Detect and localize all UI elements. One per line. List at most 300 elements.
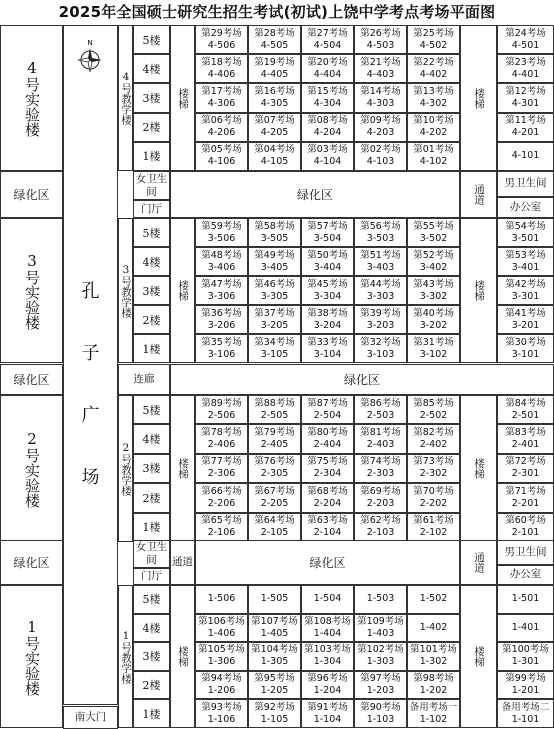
exam-room-name: 第69考场: [360, 485, 401, 497]
exam-room: [354, 247, 407, 276]
exam-room: [354, 218, 407, 247]
exam-room-code: 1-104: [313, 713, 342, 725]
exam-room-code: 2-205: [260, 497, 289, 509]
exam-room: [407, 305, 460, 334]
exam-room-code: 2-201: [511, 497, 540, 509]
exam-room-code: 2-506: [207, 409, 236, 421]
exam-room-code: 3-306: [207, 290, 236, 302]
floor-label-text: 3楼: [142, 650, 161, 664]
exam-room-name: 第104考场: [251, 644, 298, 656]
exam-room-code: 1-105: [260, 713, 289, 725]
exam-room: [248, 83, 301, 112]
exam-room: [354, 642, 407, 671]
office-label: 办公室: [509, 568, 542, 581]
exam-room-name: 第50考场: [307, 249, 348, 261]
compass-rose-icon: [76, 38, 104, 74]
exam-room-east: [497, 454, 554, 483]
floor-label: [133, 142, 170, 171]
exam-room-name: 第12考场: [505, 85, 546, 97]
exam-room: [301, 614, 354, 643]
exam-room: [301, 142, 354, 171]
exam-room-code: 1-302: [419, 656, 448, 668]
exam-room: [195, 395, 248, 424]
exam-room: [407, 218, 460, 247]
exam-room-code: 1-303: [366, 656, 395, 668]
exam-room-name: 第106考场: [198, 615, 245, 627]
teaching-building-name: 1号教学楼: [120, 629, 132, 684]
building-label-4: [0, 25, 63, 171]
exam-room-code: 2-401: [511, 439, 540, 451]
exam-room: [248, 585, 301, 614]
stairs-label: 楼梯: [177, 646, 189, 667]
exam-room: [354, 305, 407, 334]
stairs-left: [170, 25, 195, 171]
exam-room-code: 3-104: [313, 348, 342, 360]
stairs-label: 楼梯: [177, 87, 189, 109]
stairs-label: 楼梯: [473, 458, 485, 479]
exam-room-name: 第94考场: [201, 673, 242, 685]
exam-room: [248, 142, 301, 171]
exam-room: [248, 642, 301, 671]
exam-room-name: 第108考场: [304, 615, 351, 627]
exam-room-name: 第16考场: [254, 85, 295, 97]
floor-label: [133, 454, 170, 483]
exam-room: [195, 483, 248, 512]
exam-room-code: 3-103: [366, 348, 395, 360]
exam-room: [248, 483, 301, 512]
exam-room-code: 2-303: [366, 468, 395, 480]
exam-room-name: 备用考场二: [501, 701, 550, 713]
building-name: 2号实验楼: [23, 429, 41, 508]
exam-room: [354, 483, 407, 512]
exam-room-name: 第52考场: [413, 249, 454, 261]
exam-room: [301, 513, 354, 542]
exam-room-name: 第04考场: [254, 144, 295, 156]
exam-room-code: 2-204: [313, 497, 342, 509]
floor-label-text: 4楼: [142, 621, 161, 635]
exam-room-name: 第65考场: [201, 515, 242, 527]
exam-room-east: [497, 585, 554, 614]
exam-room-east: [497, 218, 554, 247]
exam-room: [407, 113, 460, 142]
exam-room-code: 3-506: [207, 232, 236, 244]
exam-room-code: 4-301: [511, 97, 540, 109]
exam-room-name: 第99考场: [505, 673, 546, 685]
green-area-label: 绿化区: [13, 373, 50, 387]
exam-room: [195, 25, 248, 54]
floor-label: [133, 585, 170, 614]
exam-room-name: 第79考场: [254, 427, 295, 439]
exam-room-code: 2-106: [207, 527, 236, 539]
exam-room-code: 2-202: [419, 497, 448, 509]
building-label-2: [0, 395, 63, 542]
exam-room-code: 4-403: [366, 68, 395, 80]
exam-room-east: [497, 83, 554, 112]
exam-room-code: 4-103: [366, 156, 395, 168]
exam-room: [195, 424, 248, 453]
exam-room-code: 4-502: [419, 39, 448, 51]
floor-label-text: 5楼: [142, 33, 161, 47]
exam-room-name: 第85考场: [413, 397, 454, 409]
exam-room-code: 4-304: [313, 97, 342, 109]
teaching-building-name: 4号教学楼: [120, 71, 132, 125]
building-name: 1号实验楼: [23, 617, 41, 696]
exam-room-name: 第39考场: [360, 307, 401, 319]
exam-room-code: 4-504: [313, 39, 342, 51]
exam-room: [354, 25, 407, 54]
floor-label: [133, 424, 170, 453]
exam-room-name: 第78考场: [201, 427, 242, 439]
exam-room-east: [497, 483, 554, 512]
exam-room: [354, 699, 407, 728]
floor-label-text: 3楼: [142, 462, 161, 476]
plaza-char: 孔: [81, 281, 100, 302]
exam-room-code: 4-101: [511, 150, 540, 162]
exam-room: [407, 25, 460, 54]
floor-label: [133, 25, 170, 54]
exam-room-code: 4-501: [511, 39, 540, 51]
exam-room-code: 1-102: [419, 713, 448, 725]
womens-toilet: [133, 171, 170, 200]
mens-toilet: [497, 540, 554, 565]
exam-room-name: 第74考场: [360, 456, 401, 468]
exam-room-code: 1-501: [511, 593, 540, 605]
exam-room-code: 4-202: [419, 127, 448, 139]
exam-room-name: 第93考场: [201, 701, 242, 713]
exam-room: [354, 614, 407, 643]
green-area-center: [195, 540, 460, 585]
exam-room: [301, 334, 354, 363]
gate-room: [133, 200, 170, 218]
exam-room-name: 第92考场: [254, 701, 295, 713]
teaching-building-label: [118, 585, 133, 728]
exam-room-code: 2-304: [313, 468, 342, 480]
exam-room: [248, 513, 301, 542]
exam-room: [354, 83, 407, 112]
exam-room-name: 备用考场一: [409, 701, 458, 713]
exam-room-code: 1-304: [313, 656, 342, 668]
exam-room-code: 3-505: [260, 232, 289, 244]
exam-room: [248, 699, 301, 728]
exam-room: [248, 614, 301, 643]
exam-room-code: 1-503: [366, 593, 395, 605]
exam-room: [195, 585, 248, 614]
exam-room-code: 1-201: [511, 685, 540, 697]
exam-room-code: 1-406: [207, 627, 236, 639]
exam-room: [301, 699, 354, 728]
building-label-1: [0, 585, 63, 728]
exam-room: [407, 614, 460, 643]
plaza-char: 广: [81, 405, 100, 426]
green-area-left: [0, 171, 63, 218]
exam-room: [407, 513, 460, 542]
exam-room: [407, 142, 460, 171]
exam-room-code: 1-106: [207, 713, 236, 725]
exam-room-name: 第42考场: [505, 278, 546, 290]
exam-room-code: 1-405: [260, 627, 289, 639]
exam-room: [248, 25, 301, 54]
exam-room-name: 第45考场: [307, 278, 348, 290]
exam-room-code: 3-404: [313, 261, 342, 273]
exam-room-name: 第57考场: [307, 220, 348, 232]
plaza-kongzi: [63, 25, 118, 705]
exam-room-name: 第71考场: [505, 485, 546, 497]
exam-room-name: 第67考场: [254, 485, 295, 497]
plaza-char: 场: [81, 467, 100, 488]
exam-room-name: 第26考场: [360, 27, 401, 39]
exam-room-name: 第105考场: [198, 644, 245, 656]
mens-toilet: [497, 171, 554, 197]
exam-room-code: 3-105: [260, 348, 289, 360]
floor-label: [133, 699, 170, 728]
stairs-label: 楼梯: [473, 87, 485, 109]
exam-room-name: 第44考场: [360, 278, 401, 290]
exam-room-code: 1-403: [366, 627, 395, 639]
exam-room-code: 4-505: [260, 39, 289, 51]
floor-label-text: 2楼: [142, 491, 161, 505]
exam-room-code: 4-206: [207, 127, 236, 139]
exam-room-name: 第14考场: [360, 85, 401, 97]
exam-room-east: [497, 305, 554, 334]
exam-room-code: 4-102: [419, 156, 448, 168]
exam-room-east: [497, 614, 554, 643]
exam-room: [301, 113, 354, 142]
stairs-label: 楼梯: [177, 458, 189, 479]
floor-label: [133, 483, 170, 512]
exam-room: [248, 671, 301, 700]
stairs-right: [460, 395, 497, 542]
exam-room: [248, 54, 301, 83]
exam-room-name: 第51考场: [360, 249, 401, 261]
exam-room-code: 2-405: [260, 439, 289, 451]
exam-room-code: 2-404: [313, 439, 342, 451]
exam-room-code: 2-105: [260, 527, 289, 539]
exam-room-code: 4-402: [419, 68, 448, 80]
exam-room-east: [497, 424, 554, 453]
stairs-right: [460, 218, 497, 363]
exam-room-code: 2-504: [313, 409, 342, 421]
exam-room-code: 1-505: [260, 593, 289, 605]
exam-room-code: 3-501: [511, 232, 540, 244]
teaching-building-name: 3号教学楼: [120, 263, 132, 318]
exam-room: [301, 671, 354, 700]
exam-room-east: [497, 276, 554, 305]
exam-room: [195, 142, 248, 171]
exam-room-name: 第64考场: [254, 515, 295, 527]
plaza-char: 子: [81, 343, 100, 364]
floor-label: [133, 671, 170, 700]
floor-label-text: 3楼: [142, 91, 161, 105]
exam-room: [301, 83, 354, 112]
page-title: 2025年全国硕士研究生招生考试(初试)上饶中学考点考场平面图: [58, 3, 496, 21]
gate-room: [133, 568, 170, 585]
exam-room: [354, 142, 407, 171]
gate-room-label: 门厅: [141, 202, 162, 215]
exam-room-code: 1-101: [511, 713, 540, 725]
exam-room-code: 1-103: [366, 713, 395, 725]
exam-room: [248, 305, 301, 334]
floor-label-text: 4楼: [142, 255, 161, 269]
exam-room: [354, 113, 407, 142]
exam-room-name: 第07考场: [254, 115, 295, 127]
exam-room-name: 第29考场: [201, 27, 242, 39]
exam-room: [407, 247, 460, 276]
stairs-label: 楼梯: [473, 646, 485, 667]
exam-room-name: 第109考场: [357, 615, 404, 627]
exam-room-name: 第38考场: [307, 307, 348, 319]
exam-room-east: [497, 25, 554, 54]
green-area-left: [0, 364, 63, 395]
stairs-left: [170, 395, 195, 542]
stairs-label: 楼梯: [177, 280, 189, 301]
passage-label: 通道: [473, 552, 485, 573]
exam-room: [248, 276, 301, 305]
floor-label: [133, 513, 170, 542]
exam-room-east: [497, 671, 554, 700]
exam-room-name: 第30考场: [505, 336, 546, 348]
corridor-label: 连廊: [133, 373, 155, 385]
exam-room-name: 第18考场: [201, 56, 242, 68]
exam-room-name: 第90考场: [360, 701, 401, 713]
exam-room-code: 3-305: [260, 290, 289, 302]
exam-room: [195, 642, 248, 671]
exam-room: [354, 395, 407, 424]
exam-room-name: 第75考场: [307, 456, 348, 468]
exam-room-code: 3-406: [207, 261, 236, 273]
building-name: 3号实验楼: [23, 251, 41, 330]
stairs-label: 楼梯: [473, 280, 485, 301]
womens-toilet-label: 女卫生间: [135, 540, 168, 566]
exam-room: [407, 699, 460, 728]
exam-room: [407, 54, 460, 83]
exam-room-code: 4-302: [419, 97, 448, 109]
exam-room: [248, 247, 301, 276]
exam-room-code: 4-305: [260, 97, 289, 109]
exam-room-name: 第76考场: [254, 456, 295, 468]
exam-room-code: 2-306: [207, 468, 236, 480]
mens-toilet-label: 男卫生间: [504, 545, 547, 558]
exam-room-name: 第53考场: [505, 249, 546, 261]
exam-room: [195, 305, 248, 334]
exam-room: [195, 671, 248, 700]
exam-room-name: 第95考场: [254, 673, 295, 685]
exam-room: [354, 513, 407, 542]
exam-room-code: 4-204: [313, 127, 342, 139]
exam-room: [248, 424, 301, 453]
exam-room-code: 3-304: [313, 290, 342, 302]
exam-room-code: 4-401: [511, 68, 540, 80]
exam-room-name: 第54考场: [505, 220, 546, 232]
exam-room-code: 3-402: [419, 261, 448, 273]
exam-room-name: 第09考场: [360, 115, 401, 127]
exam-room-name: 第36考场: [201, 307, 242, 319]
exam-room: [248, 395, 301, 424]
passage-right: [460, 540, 497, 585]
exam-room: [301, 305, 354, 334]
exam-room: [195, 276, 248, 305]
floor-label-text: 1楼: [142, 521, 161, 535]
exam-room: [301, 54, 354, 83]
floor-label: [133, 276, 170, 305]
exam-room-east: [497, 395, 554, 424]
exam-room: [354, 54, 407, 83]
floor-label: [133, 83, 170, 112]
exam-room-code: 3-203: [366, 319, 395, 331]
exam-room-code: 1-202: [419, 685, 448, 697]
exam-room-name: 第73考场: [413, 456, 454, 468]
exam-room-name: 第25考场: [413, 27, 454, 39]
exam-room-east: [497, 54, 554, 83]
exam-room-name: 第83考场: [505, 427, 546, 439]
exam-room-code: 1-306: [207, 656, 236, 668]
teaching-building-name: 2号教学楼: [120, 441, 132, 496]
exam-room: [354, 671, 407, 700]
exam-room-code: 3-502: [419, 232, 448, 244]
exam-room: [354, 424, 407, 453]
exam-room-code: 1-301: [511, 656, 540, 668]
south-gate: [63, 706, 118, 729]
exam-room-name: 第56考场: [360, 220, 401, 232]
exam-room-code: 3-405: [260, 261, 289, 273]
passage-label: 通道: [473, 184, 485, 205]
south-gate-label: 南大门: [74, 711, 107, 723]
exam-room-name: 第47考场: [201, 278, 242, 290]
exam-room-code: 4-303: [366, 97, 395, 109]
exam-room: [407, 334, 460, 363]
exam-room: [301, 395, 354, 424]
exam-room: [354, 334, 407, 363]
floor-label-text: 3楼: [142, 284, 161, 298]
exam-room-name: 第15考场: [307, 85, 348, 97]
stairs-right: [460, 25, 497, 171]
exam-room: [301, 483, 354, 512]
exam-room-code: 3-205: [260, 319, 289, 331]
exam-room-name: 第20考场: [307, 56, 348, 68]
exam-room-code: 3-301: [511, 290, 540, 302]
exam-room: [407, 642, 460, 671]
exam-room-east: [497, 699, 554, 728]
exam-room-name: 第107考场: [251, 615, 298, 627]
svg-text:N: N: [87, 39, 93, 47]
exam-room-east: [497, 642, 554, 671]
exam-room-code: 3-106: [207, 348, 236, 360]
exam-room-name: 第22考场: [413, 56, 454, 68]
exam-room-east: [497, 513, 554, 542]
exam-room-name: 第13考场: [413, 85, 454, 97]
exam-room-name: 第32考场: [360, 336, 401, 348]
exam-room-name: 第60考场: [505, 515, 546, 527]
exam-room-name: 第55考场: [413, 220, 454, 232]
exam-room-code: 4-104: [313, 156, 342, 168]
womens-toilet-label: 女卫生间: [135, 172, 168, 198]
corridor: [118, 364, 170, 395]
green-area-label: 绿化区: [309, 556, 346, 570]
mens-toilet-label: 男卫生间: [504, 177, 547, 190]
exam-room: [407, 585, 460, 614]
exam-room-code: 2-104: [313, 527, 342, 539]
exam-room: [195, 454, 248, 483]
floor-label: [133, 247, 170, 276]
exam-room-code: 1-401: [511, 621, 540, 633]
green-area-center: [170, 171, 460, 218]
exam-room-name: 第58考场: [254, 220, 295, 232]
exam-room-name: 第35考场: [201, 336, 242, 348]
exam-room-name: 第24考场: [505, 27, 546, 39]
exam-room-code: 3-201: [511, 319, 540, 331]
exam-room-name: 第03考场: [307, 144, 348, 156]
exam-room-name: 第59考场: [201, 220, 242, 232]
exam-room: [248, 113, 301, 142]
